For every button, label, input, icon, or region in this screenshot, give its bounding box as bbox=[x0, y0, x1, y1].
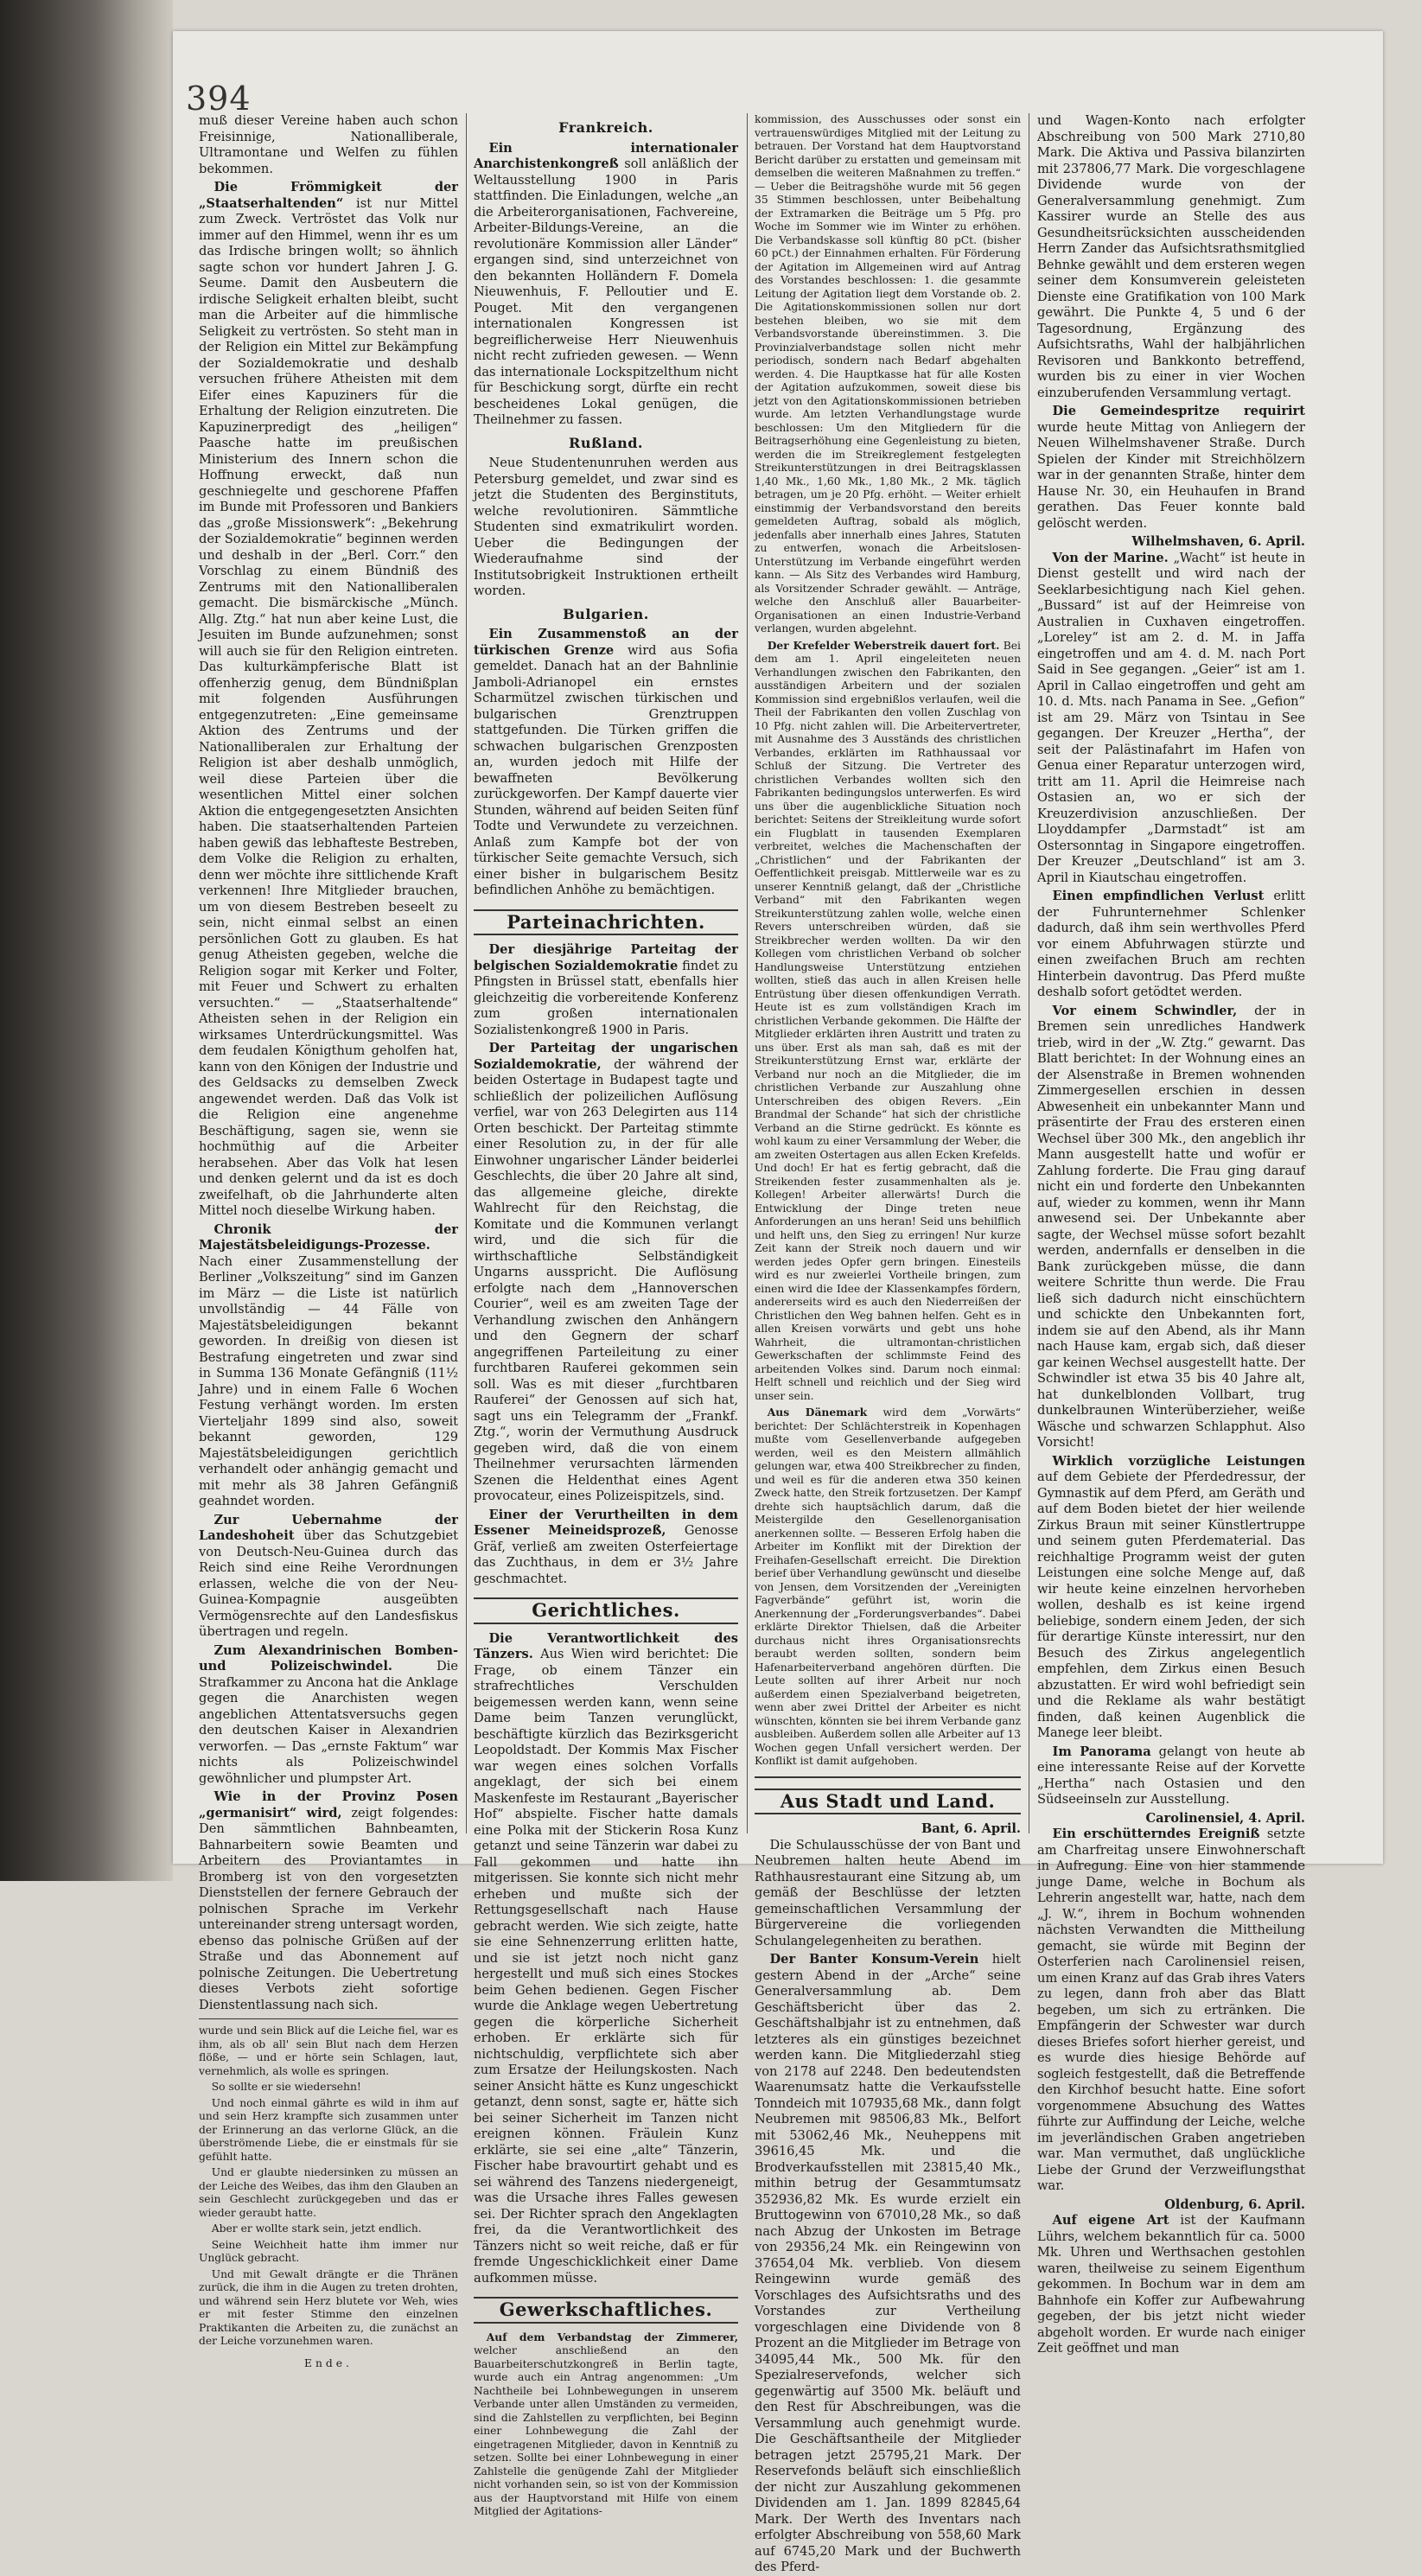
section-heading: Rußland. bbox=[569, 434, 643, 451]
article-lead: Einer der Verurtheilten in dem Essener Meineidsprozeß, bbox=[474, 1507, 738, 1538]
article-text: zeigt folgendes: Den sämmtlichen Bahnbeamten, Bahnarbeitern sowie Beamten und Arbeitern des Proviantamtes in Bromberg ist von den vorgesetzten Dienststellen der fernere Gebrauch der polnischen Sprache im Verkehr untereinander streng untersagt worden, ebenso das polnische Grüßen auf der Straße und das Abonnement auf polnische Zeitungen. Die Uebertretung dieses Verbots zieht sofortige Dienstentlassung nach sich. bbox=[199, 1805, 458, 2012]
article-lead: Aus Dänemark bbox=[767, 1406, 868, 1419]
article-lead: Die Frömmigkeit der „Staatserhaltenden“ bbox=[199, 180, 458, 211]
story-paragraph: Und er glaubte niedersinken zu müssen an der Leiche des Weibes, das ihm den Glauben an sein Geschlecht zurückgegeben und das er wieder geraubt hatte. bbox=[199, 2166, 458, 2219]
article-lead: Auf dem Verbandstag der Zimmerer, bbox=[486, 2330, 738, 2343]
article-lead: Ein Zusammenstoß an der türkischen Grenze bbox=[474, 627, 738, 658]
article-text: der während der beiden Ostertage in Budapest tagte und schließlich der polizeilichen Auflösung verfiel, war von 263 Delegirten aus 114 Orten beschickt. Der Parteitag stimmte einer Resolution zu, in der für alle Einwohner ungarischer Länder beiderlei Geschlechts, die über 20 Jahre alt sind, das allgemeine gleiche, direkte Wahlrecht für den Reichstag, die Komitate und die Kommunen verlangt wird, und die sich für die wirthschaftliche Selbständigkeit Ungarns ausspricht. Die Auflösung erfolgte nach dem „Hannoverschen Courier“, weil es am zweiten Tage der Verhandlung zwischen den Anhängern und den Gegnern der scharf angegriffenen Parteileitung zu einer furchtbaren Rauferei gekommen sein soll. Was es mit dieser „furchtbaren Rauferei“ der Genossen auf sich hat, sagt uns ein Telegramm der „Frankf. Ztg.“, worin der Vermuthung Ausdruck gegeben wird, daß die von einem Theilnehmer verursachten lärmenden Szenen die Heldenthat eines Agent provocateur, eines Polizeispitzels, sind. bbox=[474, 1056, 738, 1503]
article-text: ist nur Mittel zum Zweck. Vertröstet das Volk nur immer auf den Himmel, wenn ihr es um das Irdische bringen wollt; so ähnlich sagte schon vor hundert Jahren J. G. Seume. Damit den Ausbeutern die irdische Seligkeit erhalten bleibt, sucht man die Arbeiter auf die himmlische Seligkeit zu vertrösten. So steht man in der Religion ein Mittel zur Bekämpfung der Sozialdemokratie und deshalb versuchen frühere Atheisten mit dem Eifer eines Kapuziners für die Erhaltung der Religion einzutreten. Die Kapuzinerpredigt des „heiligen“ Paasche hatte im preußischen Ministerium des Innern schon die Hoffnung erweckt, daß nun geschniegelte und geschorene Pfaffen im Bunde mit Professoren und Bankiers das „große Missionswerk“: „Bekehrung der Sozialdemokratie“ beginnen werden und deshalb in der „Berl. Corr.“ den Vorschlag zu einem Bündniß des Zentrums mit den Nationalliberalen gemacht. Die bismärckische „Münch. Allg. Ztg.“ hat nun aber keine Lust, die Jesuiten im Bunde aufzunehmen; sonst will auch sie für den Religion eintreten. Das kulturkämpferische Blatt ist offenherzig genug, dem Bündnißplan mit folgenden Ausführungen entgegenzutreten: „Eine gemeinsame Aktion des Zentrums und der Nationalliberalen zur Erhaltung der Religion ist aber deshalb unmöglich, weil diese Parteien über die wesentlichen Mittel einer solchen Aktion die entgegengesetzten Ansichten haben. Die staatserhaltenden Parteien haben gewiß das lebhafteste Bestreben, dem Volke die Religion zu erhalten, denn wer möchte ihre sittlichende Kraft verkennen! Ihre Mitglieder brauchen, um von diesem Bestreben beseelt zu sein, nicht einmal selbst an einen persönlichen Gott zu glauben. Es hat genug Atheisten gegeben, welche die Religion sogar mit Kerker und Folter, mit Feuer und Schwert zu erhalten versuchten.“ — „Staatserhaltende“ Atheisten sehen in der Religion ein wirksames Unterdrückungsmittel. Was dem feudalen Königthum geholfen hat, kann von den Königen der Industrie und des Geldsacks zu demselben Zweck angewendet werden. Daß das Volk ist die Religion eine angenehme Beschäftigung, sagen sie, wenn sie hochmüthig auf die Arbeiter herabsehen. Aber das Volk hat lesen und denken gelernt und da ist es doch zweifelhaft, ob die Jahrhunderte alten Mittel noch dieselbe Wirkung haben. bbox=[199, 195, 458, 1218]
section-heading: Gerichtliches. bbox=[474, 1597, 738, 1624]
column-1 bbox=[199, 113, 458, 2369]
article-belgium bbox=[474, 942, 738, 1038]
article-text: Aus Wien wird berichtet: Die Frage, ob einem Tänzer ein strafrechtliches Verschulden beigemessen werden kann, wenn seine Dame beim Tanzen verunglückt, beschäftigte kürzlich das Bezirksgericht Leopoldstadt. Der Kommis Max Fischer war wegen eines solchen Vorfalls angeklagt, der sich bei einem Maskenfeste im Restaurant „Bayerischer Hof“ abspielte. Fischer hatte damals eine Polka mit der Stickerin Rosa Kunz getanzt und seine Tänzerin war dabei zu Fall gekommen und hatte ihn mitgerissen. Sie konnte sich nicht mehr erheben und mußte sich der Rettungsgesellschaft nach Hause gebracht werden. Wie sich zeigte, hatte sie eine Sehnenzerrung erlitten hatte, und sie ist jetzt noch nicht ganz hergestellt und muß sich eines Stockes beim Gehen bedienen. Gegen Fischer wurde die Anklage wegen Uebertretung gegen die körperliche Sicherheit erhoben. Er erklärte sich für nichtschuldig, verpflichtete sich aber zum Ersatze der Heilungskosten. Nach seiner Ansicht hätte es Kunz ungeschickt getanzt, denn sonst, sagte er, hätte sich bei seiner Sicherheit im Tanzen nicht ereignen können. Fräulein Kunz erklärte, sie sei eine „alte“ Tänzerin, Fischer habe bravourtirt gehabt und es sei während des Tanzens niedergeneigt, was die Ursache ihres Falles gewesen sei. Der Richter sprach den Angeklagten frei, da die Verantwortlichkeit des Tänzers nicht so weit reiche, daß er für fremde Ungeschicklichkeit einer Dame aufkommen müsse. bbox=[474, 1647, 739, 2286]
article-dancer bbox=[474, 1631, 738, 2287]
article-text: Die Strafkammer zu Ancona hat die Anklage gegen die Anarchisten wegen angeblichen Attentatsversuchs gegen den deutschen Kaiser in Alexandrien verworfen. — Das „ernste Faktum“ war nichts als Polizeischwindel gewöhnlicher und plumpster Art. bbox=[199, 1659, 458, 1786]
article-text: soll anläßlich der Weltausstellung 1900 in Paris stattfinden. Die Einladungen, welche „an die Arbeiterorganisationen, Fachvereine, Arbeiter-Bildungs-Vereine, an die revolutionäre Kommission aller Länder“ ergangen sind, sind unterzeichnet von den bekannten Holländern F. Domela Nieuwenhuis, F. Pelloutier und E. Pouget. Mit den vergangenen internationalen Kongressen ist begreiflicherweise Herr Nieuwenhuis nicht recht zufrieden gewesen. — Wenn das internationale Lockspitzelthum nicht für Beschickung sorgt, dürfte ein recht bescheidenes Lokal genügen, die Theilnehmer zu fassen. bbox=[474, 156, 739, 427]
story-paragraph: Aber er wollte stark sein, jetzt endlich. bbox=[211, 2222, 422, 2235]
article-neuguinea bbox=[199, 1513, 458, 1641]
article-carpenters bbox=[474, 2331, 738, 2519]
article-text: der in Bremen sein unredliches Handwerk trieb, wird in der „W. Ztg.“ gewarnt. Das Blatt berichtet: In der Wohnung eines an der Alsenstraße in Bremen wohnenden Zimmergesellen erschien in dessen Abwesenheit ein unbekannter Mann und präsentirte der Frau des ersteren einen Wechsel über 300 Mk., den angeblich ihr Mann ausgestellt hatte und wofür er Zahlung forderte. Die Frau ging darauf nicht ein und forderte den Unbekannten auf, wieder zu kommen, wenn ihr Mann anwesend sei. Der Unbekannte aber sagte, der Wechsel müsse sofort bezahlt werden, andernfalls er denselben in die Bank zurückgeben müsse, die dann weitere Schritte thun werde. Die Frau ließ sich dadurch nicht einschüchtern und schickte den Unbekannten fort, indem sie auf den Abend, als ihr Mann nach Hause kam, ergab sich, daß dieser gar keinen Wechsel ausgestellt hatte. Der Schwindler ist etwa 35 bis 40 Jahre alt, hat dunkelblonden Vollbart, trug dunkelbraunen Winterüberzieher, weiße Wäsche und schwarzen Schlapphut. Also Vorsicht! bbox=[1037, 1003, 1305, 1450]
article-text: ist der Kaufmann Lührs, welchem bekanntlich für ca. 5000 Mk. Uhren und Werthsachen gestohlen waren, theilweise zu seinem Eigenthum gekommen. In Bochum war in dem am Bahnhofe ein Koffer zur Aufbewahrung gegeben, der bis jetzt nicht wieder abgeholt worden. Er wurde nach einiger Zeit geöffnet und man bbox=[1037, 2213, 1306, 2356]
dateline: Carolinensiel, 4. April. bbox=[1145, 1810, 1305, 1826]
article-fire bbox=[1037, 404, 1305, 532]
article-hungary bbox=[474, 1041, 738, 1505]
section-heading: Parteinachrichten. bbox=[474, 909, 738, 936]
article-text: findet zu Pfingsten in Brüssel statt, ebenfalls hier gleichzeitig die vorbereitende Konferenz zum großen internationalen Sozialistenkongreß 1900 in Paris. bbox=[474, 958, 739, 1037]
article-denmark bbox=[755, 1406, 1021, 1769]
story-paragraph: Und mit Gewalt drängte er die Thränen zurück, die ihm in die Augen zu treten drohten, und während sein Herz blutete vor Weh, wies er mit fester Stimme den einzelnen Praktikanten die Arbeiten zu, die zunächst an der Leiche vorzunehmen waren. bbox=[199, 2267, 458, 2347]
section-divider bbox=[755, 1776, 1021, 1778]
article-lead: Die Gemeindespritze requirirt bbox=[1052, 404, 1305, 418]
article-text: setzte am Charfreitag unsere Einwohnerschaft in Aufregung. Eine von hier stammende junge Dame, welche in Bochum als Lehrerin angestellt war, hatte, nach dem „J. W.“, ihrem in Bochum wohnenden nächsten Verwandten die Mittheilung gemacht, sie würde mit Beginn der Osterferien nach Carolinensiel reisen, um einen Kranz auf das Grab ihres Vaters zu legen, dann froh aber das Blatt begeben, um sich zu ertränken. Die Empfängerin der Schwester war durch dieses Briefes sofort hierher gereist, und es wurde dies hiesige Behörde auf sogleich festgestellt, daß die Betreffende den Kirchhof besucht hatte. Eine sofort vorgenommene Absuchung des Wattes führte zur Auffindung der Leiche, welche im jeverländischen Graben angetrieben war. Man vermuthet, daß unglückliche Liebe der Grund der Verzweiflungsthat war. bbox=[1037, 1827, 1305, 2193]
article-lead: Ein internationaler Anarchistenkongreß bbox=[474, 140, 738, 171]
story-paragraph: wurde und sein Blick auf die Leiche fiel, war es ihm, als ob all' sein Blut nach dem Herzen flöße, — und er hörte sein Schlagen, laut, vernehmlich, als wolle es springen. bbox=[199, 2024, 458, 2077]
story-paragraph: Und noch einmal gährte es wild in ihm auf und sein Herz krampfte sich zusammen unter der Erinnerung an das verlorne Glück, an die überströmende Liebe, die er einstmals für sie gefühlt hatte. bbox=[199, 2096, 458, 2163]
article-lead: Ein erschütterndes Ereigniß bbox=[1052, 1827, 1260, 1841]
article-text: gelangt von heute ab eine interessante Reise auf der Korvette „Hertha“ nach Ostasien und den Südseeinseln zur Ausstellung. bbox=[1037, 1744, 1306, 1807]
story-paragraph: Seine Weichheit hatte ihm immer nur Unglück gebracht. bbox=[199, 2238, 458, 2264]
article-chronicle bbox=[199, 1222, 458, 1510]
dateline: Wilhelmshaven, 6. April. bbox=[1131, 534, 1305, 549]
article-panorama bbox=[1037, 1744, 1305, 1808]
article-oldenburg bbox=[1037, 2213, 1305, 2357]
article-text: wurde heute Mittag von Anliegern der Neuen Wilhelmshavener Straße. Durch Spielen der Kinder mit Streichhölzern war in der genannten Straße, hinter dem Hause Nr. 30, ein Heuhaufen in Brand gerathen. Das Feuer konnte bald gelöscht werden. bbox=[1037, 419, 1305, 531]
section-heading: Gewerkschaftliches. bbox=[474, 2297, 738, 2324]
article-lead: Zum Alexandrinischen Bomben- und Polizeischwindel. bbox=[199, 1642, 458, 1674]
article-konsum bbox=[755, 1952, 1021, 2576]
article-essen bbox=[474, 1508, 738, 1588]
article-bulgaria bbox=[474, 627, 738, 899]
article-text: „Wacht“ ist heute in Dienst gestellt und wird nach der Seeklarbesichtigung nach Kiel gehen. „Bussard“ ist auf der Heimreise von Australien in Cuxhaven eingetroffen. „Loreley“ ist am 2. d. M. in Jaffa eingetroffen und am 4. d. M. nach Port Said in See gegangen. „Geier“ ist am 1. April in Callao eingetroffen und geht am 10. d. Mts. nach Panama in See. „Gefion“ ist am 29. März von Tsintau in See gegangen. Der Kreuzer „Hertha“, der seit der Palästinafahrt im Hafen von Genua einer Reparatur unterzogen wird, tritt am 11. April die Heimreise nach Ostasien an, wo er sich der Kreuzerdivision anzuschließen. Der Lloyddampfer „Darmstadt“ ist am Ostersonntag in Singapore eingetroffen. Der Kreuzer „Deutschland“ ist am 3. April in Kiautschau eingetroffen. bbox=[1037, 550, 1305, 885]
article-lead: Einen empfindlichen Verlust bbox=[1052, 889, 1265, 903]
column-rule bbox=[747, 113, 748, 1833]
page-number: 394 bbox=[186, 80, 252, 118]
feuilleton-divider bbox=[199, 2018, 458, 2019]
article-text: auf dem Gebiete der Pferdedressur, der Gymnastik auf dem Pferd, am Geräth und auf dem Boden bietet der hier weilende Zirkus Braun mit seiner Künstlertruppe und seinem guten Pferdematerial. Das reichhaltige Programm weist der guten Leistungen eine solche Menge auf, daß wir heute keine einzelnen hervorheben wollen, deshalb es ist keine irgend beliebige, sondern einem Jeden, der sich für derartige Künste interessirt, nur den Besuch des Zirkus angelegentlich empfehlen, dem Zirkus einen Besuch abzustatten. Er wird wohl befriedigt sein und die Reklame als wahr bestätigt finden, daß keinen Augenblick die Manege leer bleibt. bbox=[1037, 1470, 1305, 1740]
article-swindler bbox=[1037, 1004, 1305, 1451]
article-text: Bei dem am 1. April eingeleiteten neuen Verhandlungen zwischen den Fabrikanten, den ausständigen Arbeitern und der sozialen Kommission sind ergebnißlos verlaufen, weil die Theil der Fabrikanten den vollen Zuschlag von 10 Pfg. nicht zahlen will. Die Arbeitervertreter, mit Ausnahme des 3 Ausständs des christlichen Verbandes, erklärten im Rathhaussaal vor Schluß der Sitzung. Die Vertreter des christlichen Verbandes wollten sich den Fabrikanten bedingungslos unterwerfen. Es wird uns über die augenblickliche Situation noch berichtet: Seitens der Streikleitung wurde sofort ein Flugblatt in tausenden Exemplaren verbreitet, welches die Machenschaften der „Christlichen“ und der Fabrikanten der Oeffentlichkeit preisgab. Mittlerweile war es zu unserer Kenntniß gelangt, daß der „Christliche Verband“ mit den Fabrikanten wegen Streikunterstützung zahlen wolle, welche einen Revers unterschreiben würden, daß sie Streikbrecher werden wollten. Da wir den Kollegen vom christlichen Verband ob solcher Handlungsweise Unterstützung entziehen wollten, stieß das auch in allen Kreisen helle Entrüstung über diesen offenkundigen Verrath. Heute ist es zum vollständigen Krach im christlichen Verbande gekommen. Die Hälfte der Mitglieder erklärten ihren Austritt und traten zu uns über. Erst als man sah, daß es mit der Streikunterstützung Ernst war, erklärte der Verband nur noch an die Mitglieder, die im christlichen Verbande zur Auszahlung ohne Unterschreiben des obigen Revers. „Ein Brandmal der Schande“ hat sich der christliche Verband an die Stirne gedrückt. Es könnte es wohl kaum zu einer Versammlung der Weber, die am zweiten Ostertagen aus allen Ecken Krefelds. Und doch! Er hat es fertig gebracht, daß die Streikenden fester zusammenhalten als je. Kollegen! Arbeiter allerwärts! Durch die Entwicklung der Dinge treten neue Anforderungen an uns heran! Seid uns behilflich und helft uns, den Sieg zu erringen! Nur kurze Zeit kann der Streik noch dauern und wir werden jedes Opfer gern bringen. Einesteils wird es nur zweierlei Vortheile bringen, zum einen wird die Idee der Klassenkampfes fördern, andererseits wird es auch den Niederreißen der Christlichen den Weg bahnen helfen. Geht es in allen Kreisen vorwärts und gebt uns hohe Wahrheit, die ultramontan-christlichen Gewerkschaften der schlimmste Feind des arbeitenden Volkes sind. Darum noch einmal: Helft schnell und reichlich und der Sieg wird unser sein. bbox=[755, 639, 1021, 1402]
article-text: Nach einer Zusammenstellung der Berliner „Volkszeitung“ sind im Ganzen im März — die Liste ist natürlich unvollständig — 44 Fälle von Majestätsbeleidigungen bekannt geworden. In dreißig von diesen ist Bestrafung eingetreten und zwar sind in Summa 136 Monate Gefängniß (11½ Jahre) und in einem Falle 6 Wochen Festung verhängt worden. Im ersten Vierteljahr 1899 sind also, soweit bekannt geworden, 129 Majestätsbeleidigungen gerichtlich verhandelt oder anhängig gemacht und mit mehr als 38 Jahren Gefängniß geahndet worden. bbox=[199, 1253, 458, 1508]
book-binding bbox=[0, 0, 173, 1881]
article-lead: Wirklich vorzügliche Leistungen bbox=[1052, 1453, 1305, 1469]
story-end: Ende. bbox=[304, 2356, 353, 2369]
dateline: Oldenburg, 6. April. bbox=[1164, 2197, 1305, 2212]
column-2 bbox=[474, 113, 739, 2517]
article-lead: Der diesjährige Parteitag der belgischen Sozialdemokratie bbox=[474, 942, 738, 973]
article-lead: Zur Uebernahme der Landeshoheit bbox=[199, 1512, 458, 1543]
article-posen bbox=[199, 1789, 458, 2013]
section-heading: Bulgarien. bbox=[563, 605, 649, 622]
article-lead: Chronik der Majestätsbeleidigungs-Prozesse. bbox=[199, 1221, 458, 1253]
article-politics bbox=[199, 180, 458, 1220]
column-4 bbox=[1037, 113, 1306, 2356]
article-lead: Auf eigene Art bbox=[1052, 2213, 1169, 2228]
article-text: hielt gestern Abend in der „Arche“ seine Generalversammlung ab. Dem Geschäftsbericht über das 2. Geschäftshalbjahr ist zu entnehmen, daß letzteres als ein günstiges bezeichnet werden kann. Die Mitgliederzahl stieg von 2178 auf 2248. Den bedeutendsten Waarenumsatz hatte die Verkaufsstelle Tonndeich mit 107935,68 Mk., dann folgt Neubremen mit 98506,83 Mk., Belfort mit 53062,46 Mk., Neuheppens mit 39616,45 Mk. und die Brodverkaufsstellen mit 23815,40 Mk., mithin betrug der Gesammtumsatz 352936,82 Mk. Es wurde erzielt ein Bruttogewinn von 67010,28 Mk., so daß nach Abzug der Unkosten im Betrage von 29356,24 Mk. ein Reingewinn von 37654,04 Mk. verblieb. Von diesem Reingewinn wurde gemäß des Vorschlages des Aufsichtsraths und des Vorstandes zur Vertheilung vorgeschlagen eine Dividende von 8 Prozent an die Mitglieder im Betrage von 34095,44 Mk., 500 Mk. für den Spezialreservefonds, welcher sich gegenwärtig auf 3500 Mk. beläuft und den Rest für Abschreibungen, was die Versammlung auch genehmigt wurde. Die Geschäftsantheile der Mitglieder betragen jetzt 25795,21 Mark. Der Reservefonds beläuft sich einschließlich der nicht zur Auszahlung gekommenen Dividenden am 1. Jan. 1899 82845,64 Mark. Der Werth des Inventars nach erfolgter Abschreibung von 558,60 Mark auf 6745,20 Mark und der Buchwerth des Pferd- bbox=[755, 1952, 1022, 2574]
article-text: über das Schutzgebiet von Deutsch-Neu-Guinea durch das Reich sind eine Reihe Verordnungen erlassen, welche die von der Neu-Guinea-Kompagnie ausgeübten Vermögensrechte auf den Landesfiskus übertragen und regeln. bbox=[199, 1528, 458, 1639]
article-text: Die Schulausschüsse der von Bant und Neubremen halten heute Abend im Rathhausrestaurant eine Sitzung ab, um gemäß der Beschlüsse der letzten gemeinschaftlichen Versammlung der Bürgervereine die vorliegenden Schulangelegenheiten zu berathen. bbox=[755, 1837, 1021, 1948]
article-text: wird aus Sofia gemeldet. Danach hat an der Bahnlinie Jamboli-Adrianopel ein ernstes Scharmützel zwischen türkischen und bulgarischen Grenztruppen stattgefunden. Die Türken griffen die schwachen bulgarischen Grenzposten an, wurden jedoch mit Hilfe der bewaffneten Bevölkerung zurückgeworfen. Der Kampf dauerte vier Stunden, während auf beiden Seiten fünf Todte und Verwundete zu verzeichnen. Anlaß zum Kampfe bot der von türkischer Seite gemachte Versuch, sich einer bisher in bulgarischem Besitz befindlichen Anhöhe zu bemächtigen. bbox=[474, 642, 738, 897]
section-heading: Frankreich. bbox=[558, 119, 653, 136]
article-text: Genosse Gräf, verließ am zweiten Osterfeiertage das Zuchthaus, in dem er 3½ Jahre geschmachtet. bbox=[474, 1523, 738, 1586]
section-heading: Aus Stadt und Land. bbox=[755, 1789, 1021, 1815]
article-lead: Der Banter Konsum-Verein bbox=[769, 1952, 979, 1967]
article-lead: Der Krefelder Weberstreik dauert fort. bbox=[767, 638, 1000, 652]
article-horse bbox=[1037, 889, 1305, 1001]
article-text: wird dem „Vorwärts“ berichtet: Der Schlächterstreik in Kopenhagen mußte vom Gesellenverbande aufgegeben werden, weil es den Meistern allmählich gelungen war, etwa 400 Streikbrecher zu finden, und weil es für die anderen etwa 350 keinen Zweck hatte, den Streik fortzusetzen. Der Kampf drehte sich hauptsächlich darum, daß die Meistergilde den Gesellenorganisation anerkennen sollte. — Besseren Erfolg haben die Arbeiter im Konflikt mit der Direktion der Freihafen-Gesellschaft erreicht. Die Direktion berief über Verhandlung gewünscht und dieselbe von Jensen, dem Vorsitzenden der „Vereinigten Fagverbände“ geführt ist, worin die Anerkennung der „Forderungsverbandes“. Dabei erklärte Direktor Thielsen, daß die Arbeiter durchaus nicht ihres Organisationsrechts beraubt werden sollten, sondern beim Hafenarbeiterverband angehören dürften. Die Leute sollten auf ihrer Arbeit nur noch außerdem einen Spezialverband beigetreten, wenn aber zwei Drittel der Arbeiter es nicht wünschten, könnten sie bei ihrem Verbande ganz ausbleiben. Außerdem sollen alle Arbeiter auf 13 Wochen gegen Unfall versichert werden. Der Konflikt ist damit aufgehoben. bbox=[755, 1406, 1021, 1767]
article-lead: Der Parteitag der ungarischen Sozialdemokratie, bbox=[474, 1041, 738, 1072]
article-lead: Von der Marine. bbox=[1052, 550, 1169, 565]
newspaper-page bbox=[173, 31, 1383, 2574]
column-3 bbox=[755, 113, 1022, 2574]
story-paragraph: So sollte er sie wiedersehn! bbox=[211, 2081, 361, 2093]
article-anarchist-congress bbox=[474, 141, 738, 429]
article-text: erlitt der Fuhrunternehmer Schlenker dadurch, daß ihm sein werthvolles Pferd vor einem Abfuhrwagen stürzte und einen zweifachen Bruch am rechten Hinterbein davontrug. Das Pferd mußte deshalb sofort getödtet werden. bbox=[1037, 889, 1305, 999]
article-carolinensiel bbox=[1037, 1827, 1305, 2195]
article-circus bbox=[1037, 1454, 1305, 1742]
article-lead: Vor einem Schwindler, bbox=[1052, 1003, 1238, 1018]
article-text: muß dieser Vereine haben auch schon Freisinnige, Nationalliberale, Ultramontane und Welfen zu fühlen bekommen. bbox=[199, 113, 458, 176]
article-navy bbox=[1037, 551, 1305, 887]
article-lead: Wie in der Provinz Posen „germanisirt“ wird, bbox=[199, 1789, 458, 1820]
dateline: Bant, 6. April. bbox=[921, 1821, 1021, 1836]
article-alexandria bbox=[199, 1643, 458, 1788]
column-rule bbox=[466, 113, 467, 1833]
feuilleton-story bbox=[199, 2024, 458, 2370]
article-krefeld bbox=[755, 639, 1021, 1404]
article-text: welcher anschließend an den Bauarbeiterschutzkongreß in Berlin tagte, wurde auch ein Antrag angenommen: „Um Nachtheile bei Lohnbewegungen in unserem Verbande unter allen Umständen zu vermeiden, sind die Zahlstellen zu verpflichten, bei Beginn einer Lohnbewegung die Zahl der eingetragenen Mitglieder, davon in Kenntniß zu setzen. Sollte bei einer Lohnbewegung in einer Zahlstelle die genügende Zahl der Mitglieder nicht vorhanden sein, so ist von der Kommission aus der Hauptvorstand mit Hilfe von einem Mitglied der Agitations- bbox=[474, 2344, 738, 2517]
article-text: und Wagen-Konto nach erfolgter Abschreibung von 500 Mark 2710,80 Mark. Die Aktiva und Passiva bilanzirten mit 237806,77 Mark. Die vorgeschlagene Dividende wurde von der Generalversammlung genehmigt. Zum Kassirer wurde an Stelle des aus Gesundheitsrücksichten ausscheidenden Herrn Zander das Aufsichtsrathsmitglied Behnke gewählt und dem ersteren wegen seiner dem Konsumverein geleisteten Dienste eine Gratifikation von 100 Mark gewährt. Die Punkte 4, 5 und 6 der Tagesordnung, Ergänzung des Aufsichtsraths, Wahl der halbjährlichen Revisoren und Bankkonto betreffend, wurden bis zu einer in vier Wochen einzuberufenden Versammlung vertagt. bbox=[1037, 113, 1305, 400]
article-lead: Im Panorama bbox=[1052, 1744, 1151, 1759]
article-lead: Die Verantwortlichkeit des Tänzers. bbox=[474, 1630, 738, 1661]
article-text: Neue Studentenunruhen werden aus Petersburg gemeldet, und zwar sind es jetzt die Studenten des Berginstituts, welche revolutioniren. Sämmtliche Studenten sind exmatrikulirt worden. Ueber die Bedingungen der Wiederaufnahme sind der Institutsobrigkeit Instruktionen ertheilt worden. bbox=[474, 456, 738, 598]
article-text: kommission, des Ausschusses oder sonst ein vertrauenswürdiges Mitglied mit der Leitung zu betrauen. Der Vorstand hat dem Hauptvorstand Bericht darüber zu erstatten und gemeinsam mit demselben die weiteren Maßnahmen zu treffen.“ — Ueber die Beitragshöhe wurde mit 56 gegen 35 Stimmen beschlossen, unter Beibehaltung der Extramarken die Beiträge um 5 Pfg. pro Woche im Sommer wie im Winter zu erhöhen. Die Verbandskasse soll künftig 80 pCt. (bisher 60 pCt.) der Einnahmen erhalten. Für Förderung der Agitation im Allgemeinen wird auf Antrag des Vorstandes beschlossen: 1. die gesammte Leitung der Agitation liegt dem Vorstande ob. 2. Die Agitationskommissionen sollen nur dort bestehen bleiben, wo sie mit dem Verbandsvorstande übereinstimmen. 3. Die Provinzialverbandstage sollen nicht mehr periodisch, sondern nach Bedarf abgehalten werden. 4. Die Hauptkasse hat für alle Kosten der Agitation aufzukommen, soweit diese bis jetzt von den Agitationskommissionen betrieben wurde. Am letzten Verhandlungstage wurde beschlossen: Um den Mitgliedern für die Beitragserhöhung eine Gegenleistung zu bieten, werden die im Streikreglement festgelegten Streikunterstützungen in drei Beitragsklassen 1,40 Mk., 1,60 Mk., 1,80 Mk., 2 Mk. täglich betragen, um je 20 Pfg. erhöht. — Weiter erhielt einstimmig der Verbandsvorstand den bereits gemeldeten Auftrag, sobald als möglich, jedenfalls aber innerhalb eines Jahres, Statuten zu entwerfen, wonach die Arbeitslosen-Unterstützung im Verbande eingeführt werden kann. — Als Sitz des Verbandes wird Hamburg, als Vorsitzender Schrader gewählt. — Anträge, welche den Anschluß aller Bauarbeiter-Organisationen an einen Industrie-Verband verlangen, wurden abgelehnt. bbox=[755, 113, 1021, 634]
